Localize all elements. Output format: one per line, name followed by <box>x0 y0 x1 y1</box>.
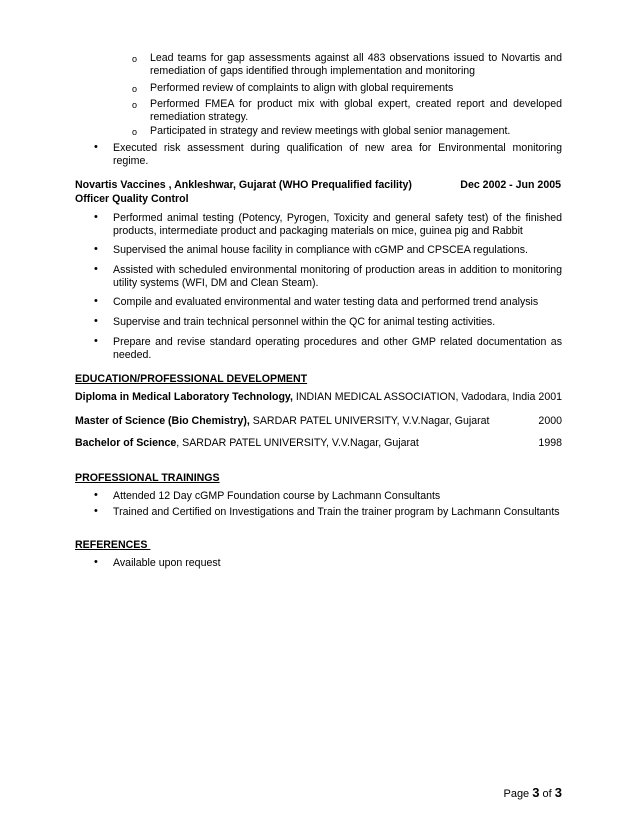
training-item: Attended 12 Day cGMP Foundation course by Lachmann Consultants <box>113 490 441 502</box>
job-company: Novartis Vaccines , Ankleshwar, Gujarat (WHO Prequalified facility) <box>75 179 412 191</box>
education-entry <box>75 415 562 427</box>
bullet-marker: • <box>94 505 98 517</box>
education-text <box>75 415 489 427</box>
bullet-marker: • <box>94 263 98 275</box>
education-year: 2000 <box>538 415 562 427</box>
bullet-marker: • <box>94 489 98 501</box>
sub-bullet-marker: o <box>132 100 138 110</box>
education-year: 2001 <box>538 391 562 403</box>
sub-bullet-item: Performed FMEA for product mix with global expert, created report and developed remediation strategy. <box>150 98 562 123</box>
job-bullet-item: Prepare and revise standard operating procedures and other GMP related documentation as needed. <box>113 336 562 361</box>
education-heading: EDUCATION/PROFESSIONAL DEVELOPMENT <box>75 373 308 385</box>
education-degree: Bachelor of Science <box>75 437 177 449</box>
sub-bullet-item: Performed review of complaints to align with global requirements <box>150 82 454 94</box>
page-prefix: Page <box>503 788 533 800</box>
education-entry <box>75 391 562 403</box>
bullet-marker: • <box>94 556 98 568</box>
bullet-marker: • <box>94 243 98 255</box>
sub-bullet-item: Lead teams for gap assessments against all 483 observations issued to Novartis and remediation of gaps identified through implementation and monitoring <box>150 52 562 77</box>
education-institution: , SARDAR PATEL UNIVERSITY, V.V.Nagar, Gujarat <box>176 437 419 449</box>
references-heading: REFERENCES <box>75 539 151 551</box>
job-bullet-item: Performed animal testing (Potency, Pyrogen, Toxicity and general safety test) of the finished products, intermediate product and packaging materials on mice, guinea pig and Rabbit <box>113 212 562 237</box>
job-title: Officer Quality Control <box>75 193 189 205</box>
education-text <box>75 391 535 403</box>
bullet-marker: • <box>94 335 98 347</box>
job-dates: Dec 2002 - Jun 2005 <box>460 179 561 191</box>
reference-item: Available upon request <box>113 557 221 569</box>
sub-bullet-marker: o <box>132 127 138 137</box>
education-institution: INDIAN MEDICAL ASSOCIATION, Vadodara, India <box>292 391 536 403</box>
education-degree: Diploma in Medical Laboratory Technology, <box>75 391 293 403</box>
page-total: 3 <box>554 785 562 800</box>
education-degree: Master of Science (Bio Chemistry), <box>75 415 250 427</box>
training-item: Trained and Certified on Investigations and Train the trainer program by Lachmann Consultants <box>113 506 560 518</box>
trainings-heading: PROFESSIONAL TRAININGS <box>75 472 220 484</box>
bullet-item: Executed risk assessment during qualification of new area for Environmental monitoring regime. <box>113 142 562 167</box>
job-bullet-item: Compile and evaluated environmental and water testing data and performed trend analysis <box>113 296 539 308</box>
job-bullet-item: Supervised the animal house facility in compliance with cGMP and CPSCEA regulations. <box>113 244 528 256</box>
job-bullet-item: Assisted with scheduled environmental monitoring of production areas in addition to monitoring utility systems (WFI, DM and Clean Steam). <box>113 264 562 289</box>
bullet-marker: • <box>94 315 98 327</box>
bullet-marker: • <box>94 141 98 153</box>
page-of: of <box>539 788 555 800</box>
page-current: 3 <box>532 785 540 800</box>
bullet-marker: • <box>94 211 98 223</box>
education-year: 1998 <box>538 437 562 449</box>
sub-bullet-marker: o <box>132 84 138 94</box>
sub-bullet-item: Participated in strategy and review meetings with global senior management. <box>150 125 511 137</box>
job-bullet-item: Supervise and train technical personnel within the QC for animal testing activities. <box>113 316 496 328</box>
education-text <box>75 437 419 449</box>
education-institution: SARDAR PATEL UNIVERSITY, V.V.Nagar, Gujarat <box>249 415 490 427</box>
page-number <box>503 785 562 800</box>
education-entry <box>75 437 562 449</box>
bullet-marker: • <box>94 295 98 307</box>
sub-bullet-marker: o <box>132 54 138 64</box>
